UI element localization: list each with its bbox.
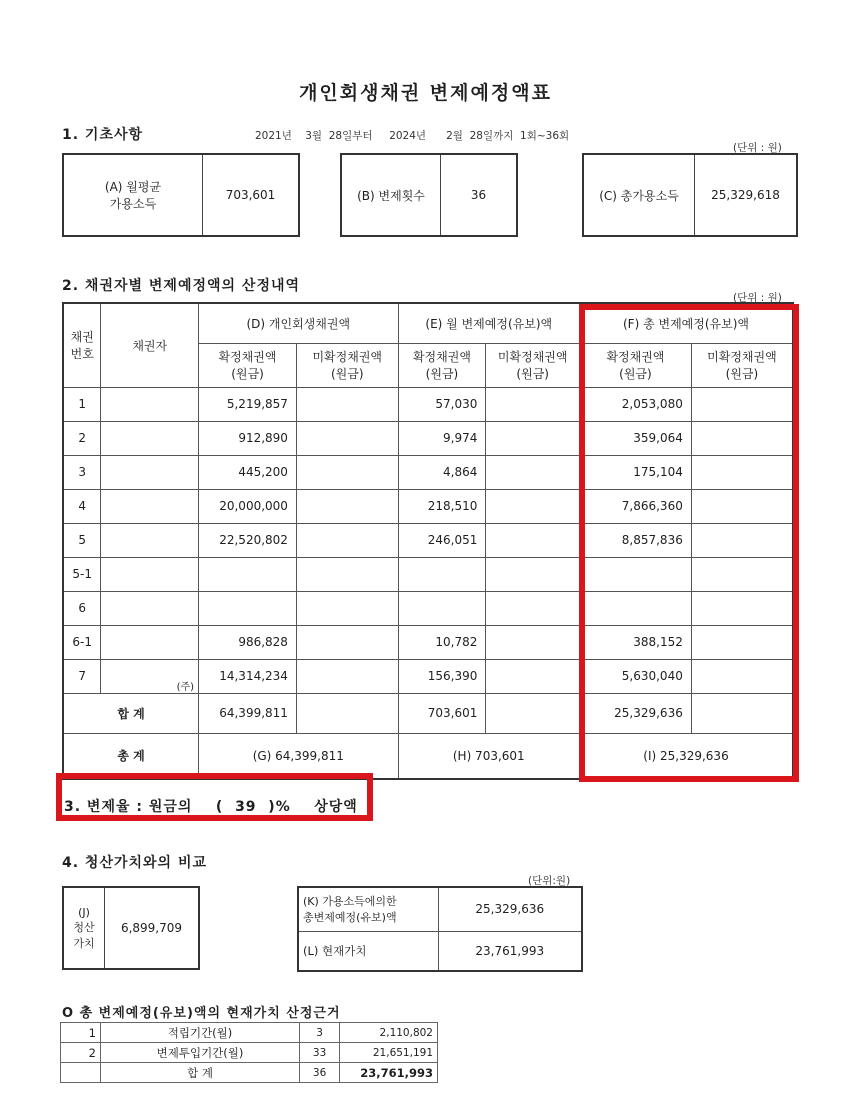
row-e-confirmed: 10,782 — [398, 625, 486, 659]
row-no: 1 — [63, 387, 101, 421]
f-confirmed-header: 확정채권액 (원금) — [580, 343, 692, 387]
e-confirmed-header: 확정채권액 (원금) — [398, 343, 486, 387]
row-no: 7 — [63, 659, 101, 693]
row-e-confirmed: 4,864 — [398, 455, 486, 489]
row-e-unconfirmed — [486, 387, 580, 421]
row-f-confirmed: 7,866,360 — [580, 489, 692, 523]
pv-total-label: 합 계 — [100, 1063, 299, 1083]
subtotal-f: 25,329,636 — [580, 693, 692, 733]
box-a — [62, 153, 300, 237]
table-row — [61, 1023, 438, 1043]
j-value: 6,899,709 — [120, 921, 183, 935]
row-e-confirmed: 218,510 — [398, 489, 486, 523]
row-d-unconfirmed — [296, 523, 398, 557]
col-no-header: 채권 번호 — [63, 303, 101, 387]
e-unconfirmed-header: 미확정채권액 (원금) — [486, 343, 580, 387]
pv-row-amount: 21,651,191 — [340, 1043, 438, 1063]
pv-row-no: 2 — [61, 1043, 101, 1063]
pv-row-no: 1 — [61, 1023, 101, 1043]
section1-heading: 1. 기초사항 — [62, 127, 144, 143]
highlight-column-f — [579, 304, 799, 782]
d-unconfirmed-header: 미확정채권액 (원금) — [296, 343, 398, 387]
row-creditor — [101, 421, 199, 455]
total-g: (G) 64,399,811 — [199, 733, 399, 779]
page-title: 개인회생채권 변제예정액표 — [299, 82, 552, 104]
f-unconfirmed-header: 미확정채권액 (원금) — [691, 343, 793, 387]
section4-unit: (단위:원) — [528, 875, 571, 887]
row-d-confirmed: 912,890 — [199, 421, 297, 455]
row-e-confirmed: 9,974 — [398, 421, 486, 455]
b-label: (B) 변제횟수 — [342, 155, 441, 235]
row-d-confirmed — [199, 557, 297, 591]
row-creditor — [101, 625, 199, 659]
pv-row-label: 변제투입기간(월) — [100, 1043, 299, 1063]
box-j — [62, 886, 200, 970]
k-label: (K) 가용소득에의한 총변제예정(유보)액 — [298, 887, 438, 931]
box-b — [340, 153, 518, 237]
comparison-table — [297, 886, 583, 972]
row-d-unconfirmed — [296, 387, 398, 421]
pv-total-amount: 23,761,993 — [340, 1063, 438, 1083]
row-no: 3 — [63, 455, 101, 489]
section2-heading: 2. 채권자별 변제예정액의 산정내역 — [62, 278, 301, 294]
row-creditor: (주) — [101, 659, 199, 693]
row-no: 4 — [63, 489, 101, 523]
table-row — [61, 1043, 438, 1063]
row-e-unconfirmed — [486, 557, 580, 591]
b-value: 36 — [470, 188, 487, 202]
row-f-confirmed: 5,630,040 — [580, 659, 692, 693]
pv-row-months: 3 — [300, 1023, 340, 1043]
row-d-unconfirmed — [296, 455, 398, 489]
row-f-confirmed: 8,857,836 — [580, 523, 692, 557]
l-label: (L) 현재가치 — [298, 931, 438, 971]
box-c — [582, 153, 798, 237]
row-creditor — [101, 523, 199, 557]
row-no: 6-1 — [63, 625, 101, 659]
row-creditor — [101, 387, 199, 421]
repayment-rate: 3. 변제율 : 원금의 ( 39 )% 상당액 — [64, 799, 358, 815]
row-e-confirmed: 57,030 — [398, 387, 486, 421]
row-e-unconfirmed — [486, 625, 580, 659]
row-d-confirmed: 986,828 — [199, 625, 297, 659]
subtotal-label: 합 계 — [63, 693, 199, 733]
row-d-confirmed: 5,219,857 — [199, 387, 297, 421]
row-d-unconfirmed — [296, 421, 398, 455]
row-f-confirmed: 2,053,080 — [580, 387, 692, 421]
row-f-confirmed: 175,104 — [580, 455, 692, 489]
row-no: 6 — [63, 591, 101, 625]
row-f-confirmed: 359,064 — [580, 421, 692, 455]
col-f-header: (F) 총 변제예정(유보)액 — [580, 303, 793, 343]
row-e-confirmed: 246,051 — [398, 523, 486, 557]
row-creditor — [101, 591, 199, 625]
row-f-confirmed: 388,152 — [580, 625, 692, 659]
row-e-unconfirmed — [486, 455, 580, 489]
subtotal-d: 64,399,811 — [199, 693, 297, 733]
total-i: (I) 25,329,636 — [580, 733, 793, 779]
row-d-unconfirmed — [296, 659, 398, 693]
row-no: 2 — [63, 421, 101, 455]
row-e-unconfirmed — [486, 523, 580, 557]
row-e-confirmed — [398, 557, 486, 591]
a-value: 703,601 — [225, 188, 276, 202]
col-d-header: (D) 개인회생채권액 — [199, 303, 399, 343]
row-d-confirmed: 20,000,000 — [199, 489, 297, 523]
subtotal-e: 703,601 — [398, 693, 486, 733]
period-text: 2021년 3월 28일부터 2024년 2월 28일까지 1회~36회 — [255, 130, 570, 142]
col-e-header: (E) 월 변제예정(유보)액 — [398, 303, 579, 343]
section1-unit: (단위 : 원) — [733, 142, 782, 154]
total-label: 총 계 — [63, 733, 199, 779]
row-no: 5 — [63, 523, 101, 557]
row-creditor — [101, 489, 199, 523]
row-e-confirmed — [398, 591, 486, 625]
row-no: 5-1 — [63, 557, 101, 591]
l-value: 23,761,993 — [438, 931, 582, 971]
pv-row-amount: 2,110,802 — [340, 1023, 438, 1043]
row-d-unconfirmed — [296, 557, 398, 591]
a-label: (A) 월평균 가용소득 — [64, 155, 203, 235]
j-label: (J) 청산 가치 — [64, 888, 105, 968]
total-h: (H) 703,601 — [398, 733, 579, 779]
row-d-unconfirmed — [296, 591, 398, 625]
row-creditor — [101, 455, 199, 489]
section4-heading: 4. 청산가치와의 비교 — [62, 855, 207, 871]
row-e-unconfirmed — [486, 421, 580, 455]
pv-row-label: 적립기간(월) — [100, 1023, 299, 1043]
row-d-unconfirmed — [296, 489, 398, 523]
row-d-confirmed: 22,520,802 — [199, 523, 297, 557]
row-e-unconfirmed — [486, 489, 580, 523]
row-e-unconfirmed — [486, 591, 580, 625]
row-d-confirmed: 445,200 — [199, 455, 297, 489]
row-d-confirmed: 14,314,234 — [199, 659, 297, 693]
pv-row-months: 33 — [300, 1043, 340, 1063]
present-value-table — [60, 1022, 438, 1083]
row-creditor — [101, 557, 199, 591]
col-creditor-header: 채권자 — [101, 303, 199, 387]
row-e-confirmed: 156,390 — [398, 659, 486, 693]
c-value: 25,329,618 — [711, 188, 780, 202]
c-label: (C) 총가용소득 — [584, 155, 695, 235]
d-confirmed-header: 확정채권액 (원금) — [199, 343, 297, 387]
row-d-unconfirmed — [296, 625, 398, 659]
pv-total-months: 36 — [300, 1063, 340, 1083]
row-d-confirmed — [199, 591, 297, 625]
row-e-unconfirmed — [486, 659, 580, 693]
section5-heading: O 총 변제예정(유보)액의 현재가치 산정근거 — [62, 1006, 341, 1021]
k-value: 25,329,636 — [438, 887, 582, 931]
section2-unit: (단위 : 원) — [733, 292, 782, 304]
